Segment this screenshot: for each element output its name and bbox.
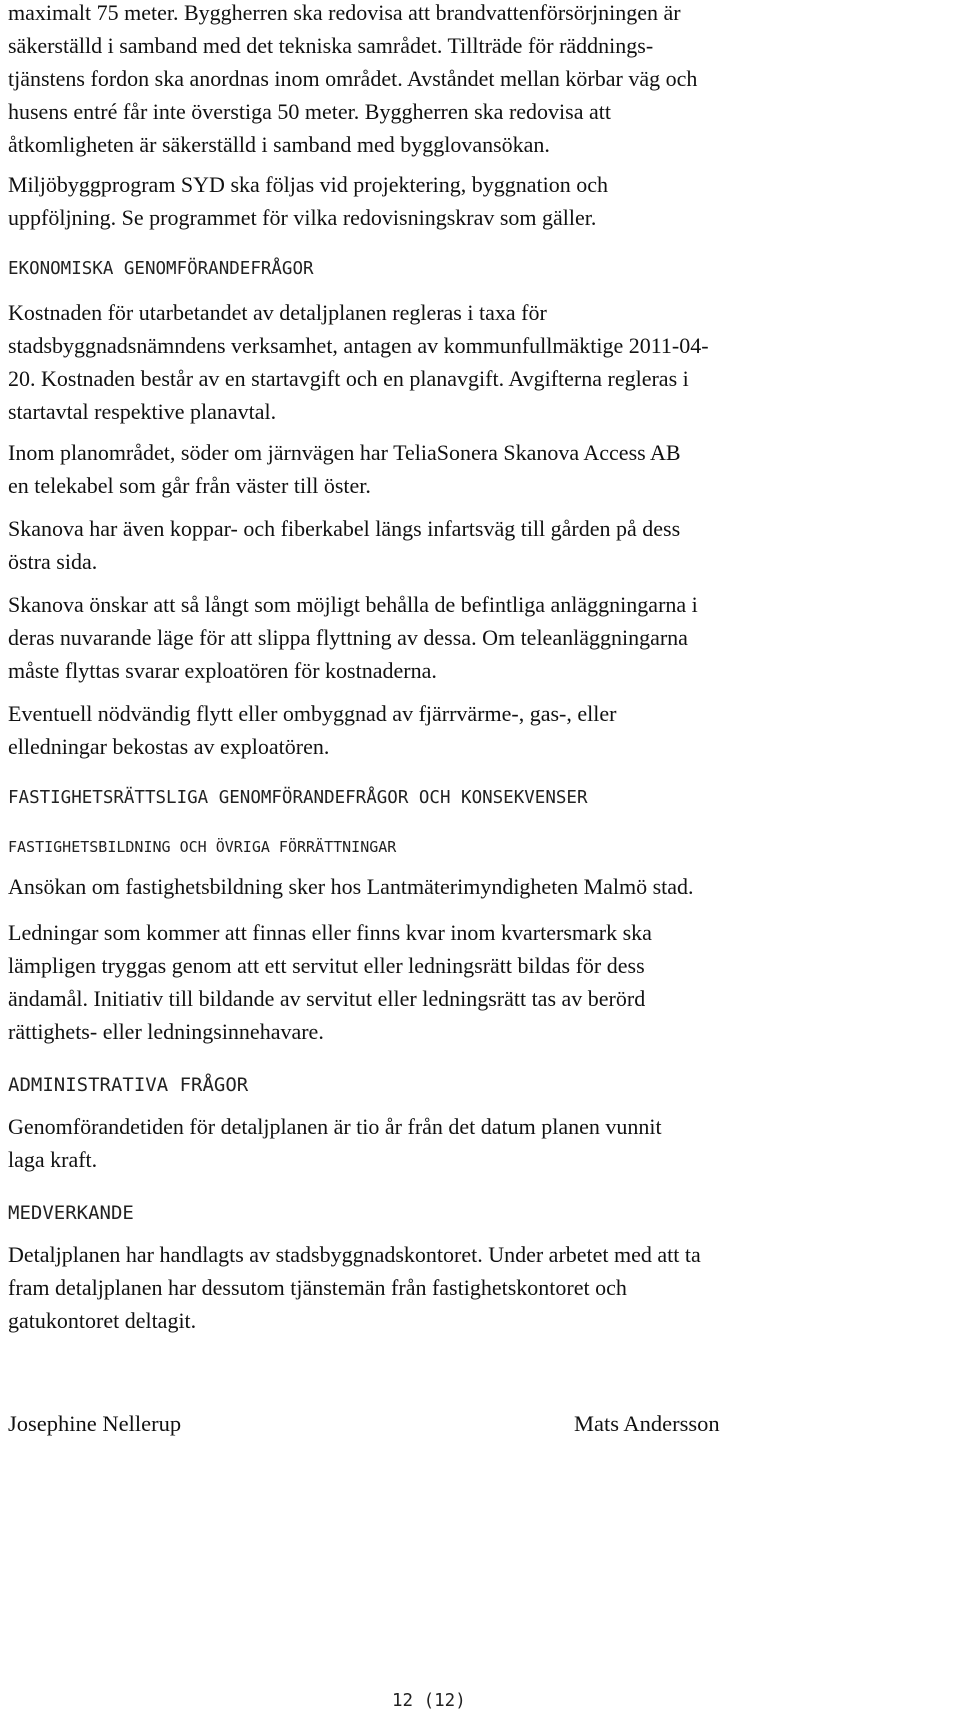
- paragraph-lines: [8, 0, 948, 161]
- paragraph-lines: [8, 916, 652, 1048]
- heading-property: FASTIGHETSRÄTTSLIGA GENOMFÖRANDEFRÅGOR OCH KONSEKVENSER: [8, 788, 588, 808]
- paragraph-property-formation: [8, 870, 694, 903]
- text-line: Eventuell nödvändig flytt eller ombyggnad av fjärrvärme-, gas-, eller: [8, 701, 617, 726]
- signature-right: Mats Andersson: [574, 1411, 720, 1436]
- text-line: stadsbyggnadsnämndens verksamhet, antagen av kommunfullmäktige 2011-04-: [8, 333, 709, 358]
- text-line: åtkomligheten är säkerställd i samband med bygglovansökan.: [8, 132, 550, 157]
- text-line: ändamål. Initiativ till bildande av servitut eller ledningsrätt tas av berörd: [8, 986, 646, 1011]
- text-line: Genomförandetiden för detaljplanen är tio år från det datum planen vunnit: [8, 1114, 662, 1139]
- text-line: gatukontoret deltagit.: [8, 1308, 197, 1333]
- heading-admin: ADMINISTRATIVA FRÅGOR: [8, 1074, 249, 1096]
- paragraph-relocation: [8, 697, 616, 763]
- text-line: Miljöbyggprogram SYD ska följas vid projektering, byggnation och: [8, 172, 609, 197]
- text-line: maximalt 75 meter. Byggherren ska redovisa att brandvattenförsörjningen är: [8, 0, 681, 25]
- paragraph-lines: [8, 588, 698, 687]
- paragraph-lines: [8, 512, 680, 578]
- text-line: elledningar bekostas av exploatören.: [8, 734, 330, 759]
- paragraph-participants: [8, 1238, 701, 1337]
- text-line: Ledningar som kommer att finnas eller finns kvar inom kvartersmark ska: [8, 920, 652, 945]
- paragraph-cables: [8, 916, 652, 1048]
- signature-left: Josephine Nellerup: [8, 1411, 182, 1436]
- heading-participants: MEDVERKANDE: [8, 1202, 134, 1224]
- paragraph-costs: [8, 296, 709, 428]
- paragraph-lines: [8, 1238, 701, 1337]
- page-number: 12 (12): [392, 1691, 466, 1711]
- paragraph-lines: [8, 1110, 662, 1176]
- paragraph-fiber: [8, 512, 680, 578]
- heading-property-sub: FASTIGHETSBILDNING OCH ÖVRIGA FÖRRÄTTNINGAR: [8, 838, 397, 856]
- paragraph-skanova-wish: [8, 588, 698, 687]
- text-line: Detaljplanen har handlagts av stadsbyggnadskontoret. Under arbetet med att ta: [8, 1242, 701, 1267]
- text-line: en telekabel som går från väster till öster.: [8, 473, 371, 498]
- text-line: 20. Kostnaden består av en startavgift och en planavgift. Avgifterna regleras i: [8, 366, 689, 391]
- text-line: Skanova önskar att så långt som möjligt behålla de befintliga anläggningarna i: [8, 592, 698, 617]
- text-line: säkerställd i samband med det tekniska samrådet. Tillträde för räddnings-: [8, 33, 654, 58]
- text-line: tjänstens fordon ska anordnas inom området. Avståndet mellan körbar väg och: [8, 66, 698, 91]
- paragraph-lines: [8, 870, 694, 903]
- text-line: laga kraft.: [8, 1147, 98, 1172]
- paragraph-environment-program: [8, 168, 608, 234]
- heading-economic: EKONOMISKA GENOMFÖRANDEFRÅGOR: [8, 259, 314, 279]
- text-line: Inom planområdet, söder om järnvägen har TeliaSonera Skanova Access AB: [8, 440, 681, 465]
- text-line: östra sida.: [8, 549, 98, 574]
- paragraph-lines: [8, 436, 681, 502]
- text-line: husens entré får inte överstiga 50 meter. Byggherren ska redovisa att: [8, 99, 611, 124]
- text-line: startavtal respektive planavtal.: [8, 399, 277, 424]
- text-line: uppföljning. Se programmet för vilka redovisningskrav som gäller.: [8, 205, 597, 230]
- paragraph-telecable: [8, 436, 681, 502]
- text-line: fram detaljplanen har dessutom tjänstemän från fastighetskontoret och: [8, 1275, 627, 1300]
- text-line: måste flyttas svarar exploatören för kostnaderna.: [8, 658, 437, 683]
- text-line: Skanova har även koppar- och fiberkabel längs infartsväg till gården på dess: [8, 516, 681, 541]
- text-line: rättighets- eller ledningsinnehavare.: [8, 1019, 324, 1044]
- paragraph-implementation-time: [8, 1110, 662, 1176]
- text-line: lämpligen tryggas genom att ett servitut eller ledningsrätt bildas för dess: [8, 953, 645, 978]
- paragraph-lines: [8, 168, 608, 234]
- text-line: Kostnaden för utarbetandet av detaljplanen regleras i taxa för: [8, 300, 547, 325]
- text-line: Ansökan om fastighetsbildning sker hos Lantmäterimyndigheten Malmö stad.: [8, 874, 694, 899]
- paragraph-lines: [8, 296, 709, 428]
- paragraph-lines: [8, 697, 616, 763]
- text-line: deras nuvarande läge för att slippa flyttning av dessa. Om teleanläggningarna: [8, 625, 688, 650]
- paragraph-fire-access: [8, 0, 948, 161]
